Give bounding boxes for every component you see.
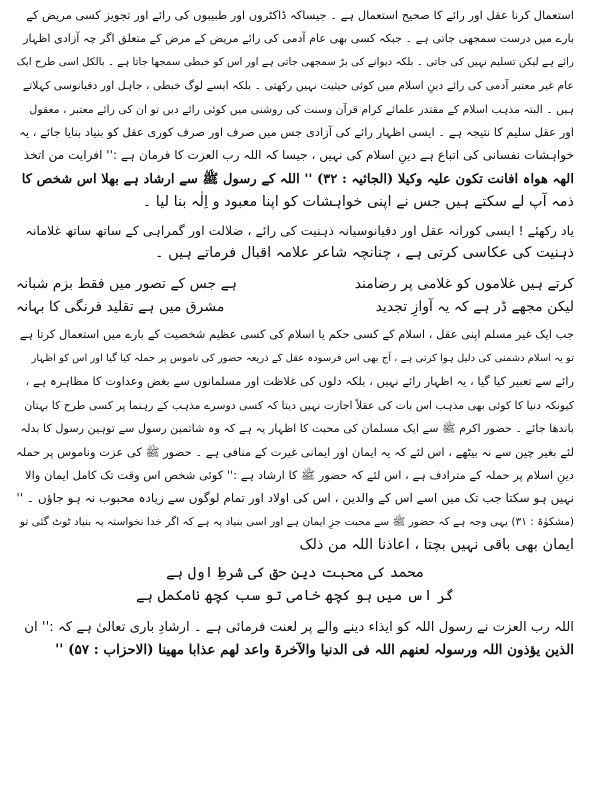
paragraph-insult-and-love xyxy=(16,323,574,557)
quran-quote-line: الذین یؤذون اللہ ورسولہ لعنھم اللہ فی الدنیا والآخرۃ واعد لھم عذابا مھینا (الاحزاب : ۵٧) '' xyxy=(55,641,574,658)
centered-verse-block xyxy=(16,562,574,608)
verse-line: گر اس میں ہو کچھ خامی تو سب کچھ نامکمل ہے xyxy=(136,587,454,604)
text-line: ایمان بھی باقی نہیں بچتا ، اعاذنا اللہ من ذلک xyxy=(299,537,574,554)
verse-line: محمد کی محبت دینِ حق کی شرطِ اول ہے xyxy=(166,564,424,581)
iqbal-couplet xyxy=(16,273,574,319)
couplet-hemistich: لیکن مجھے ڈر ہے کہ یہ آوازِ تجدید xyxy=(375,299,574,316)
couplet-hemistich: ہے جس کے تصور میں فقط بزم شبانہ xyxy=(16,276,238,293)
text-line: یاد رکھئے ! ایسی کورانہ عقل اور دقیانوسیانہ ذہنیت کی رائے ، ضلالت اور گمراہی کے ساتھ ساتھ غلامانہ xyxy=(25,222,574,238)
text-line: رائے سے تعبیر کیا گیا ، یہ اظہار رائے نہیں ، بلکہ دلوں کی غلاظت اور مسلمانوں سے بغض وعداوت کا مظاہرہ ہے ، xyxy=(25,374,574,389)
text-line: ہیں ۔ البتہ مذہب اسلام کے مقتدر علمائے کرام قرآن وسنت کی روشنی میں کوئی رائے دیں تو ان کی رائے معتبر ، معقول xyxy=(29,102,574,116)
text-line: دینِ اسلام پر حملہ کے مترادف ہے ، اس لئے کہ حضور ﷺ کا ارشاد ہے :'' کوئی شخص اس وقت تک کامل ایمان والا xyxy=(25,467,574,482)
spacer xyxy=(16,265,574,273)
paragraph-iqbal-intro xyxy=(16,219,574,266)
text-line: باندھا جائے ۔ حضور اکرم ﷺ سے ایک مسلمان کی محبت کا اظہار یہ ہے کہ وہ شاتمین رسول سے توہین رسول کا بدلہ xyxy=(20,422,574,436)
spacer xyxy=(16,608,574,616)
text-line: جب ایک غیر مسلم اپنی عقل ، اسلام کے کسی حکم یا اسلام کی کسی عظیم شخصیت کے بارے میں استعمال کرتا ہے xyxy=(19,327,574,342)
text-line: اور عقل سلیم کا نتیجہ ہے ۔ ایسی اظہار رائے کی آزادی جس میں صرف اور صرف کوری عقل کو بنیاد بنایا جائے ، یہ xyxy=(19,125,574,140)
text-line: لئے بغیر چین سے نہ بیٹھے ، اس لئے کہ یہ ایمان اور ایمانی غیرت کے منافی ہے ۔ حضور ﷺ کی عزت وناموس پر حملہ xyxy=(16,444,574,459)
quran-quote-line: الھہ ھواہ افانت تکون علیہ وکیلا (الجاثیہ : ٣٢) '' اللہ کے رسول ﷺ سے ارشاد ہے بھلا اس شخص کا xyxy=(21,171,574,187)
text-line: استعمال کرنا عقل اور رائے کا صحیح استعمال ہے ۔ جیساکہ ڈاکٹروں اور طبیبوں کی رائے اور تجویز کسی مریض کے xyxy=(26,8,574,22)
couplet-hemistich: کرتے ہیں غلاموں کو غلامی پر رضامند xyxy=(354,276,574,293)
text-line: عام غیر معتبر آدمی کی رائے دینِ اسلام میں کوئی حیثیت نہیں رکھتی ۔ بلکہ ایسے لوگ خبطی ، جاہل اور دقیانوسی کہلاتے xyxy=(22,79,574,93)
text-line: اللہ رب العزت نے رسول اللہ کو ایذاء دینے والے پر لعنت فرمائی ہے ۔ ارشادِ باری تعالیٰ ہے کہ :'' ان xyxy=(24,619,574,635)
text-line: نہیں ہو سکتا جب تک میں اسے اس کے والدین ، اس کی اولاد اور تمام لوگوں سے زیادہ محبوب نہ ہو جاؤں ۔ '' xyxy=(16,491,574,506)
paragraph-quran-ahzab xyxy=(16,616,574,663)
couplet-hemistich: مشرق میں ہے تقلید فرنگی کا بہانہ xyxy=(16,299,225,316)
paragraph-opinion-and-reason xyxy=(16,4,574,215)
text-line: ذمہ آپ لے سکتے ہیں جس نے اپنی خواہشات کو اپنا معبود و اِلٰہ بنا لیا ۔ xyxy=(142,194,574,211)
text-line: کیونکہ دنیا کا کوئی بھی مذہب اس بات کی عقلاً اجازت نہیں دیتا کہ کسی دوسرے مذہب کے رہنما پر کسی طرح کا بہتان xyxy=(24,398,574,412)
text-line: خواہشات نفسانی کی اتباع ہے دینِ اسلام کی نہیں ، جیسا کہ اللہ رب العزت کا فرمان ہے :'' افرایت من اتخذ xyxy=(23,148,574,163)
text-line: (مشکوٰۃ : ٣١) یہی وجہ ہے کہ حضور ﷺ سے محبت جزِ ایمان ہے اور اسی بنیاد پہ ہے کہ اگر خدا نخواستہ یہ بنیاد ٹوٹ گئی تو xyxy=(19,515,574,528)
text-line: ذہنیت کی عکاسی کرتی ہے ، چنانچہ شاعر علامہ اقبال فرماتے ہیں ۔ xyxy=(154,245,574,262)
text-line: بارے میں درست سمجھی جاتی ہے ۔ جبکہ کسی بھی عام آدمی کی رائے مریض کے مرض کے متعلق اگر چہ آزادی اظہار xyxy=(23,32,574,46)
text-line: رائے ہے لیکن تسلیم نہیں کی جاتی ۔ بلکہ دیوانے کی بڑ سمجھی جاتی ہے اور اس کو خبطی سمجھا جاتا ہے ۔ بالکل اسی طرح ایک xyxy=(16,55,574,68)
text-line: تو یہ اسلام دشمنی کی دلیل ہوا کرتی ہے ، آج بھی اس فرسودہ عقل کے ذریعہ حضور کی ناموس پر حملہ کیا گیا اور اس کو اظہار xyxy=(31,352,574,364)
